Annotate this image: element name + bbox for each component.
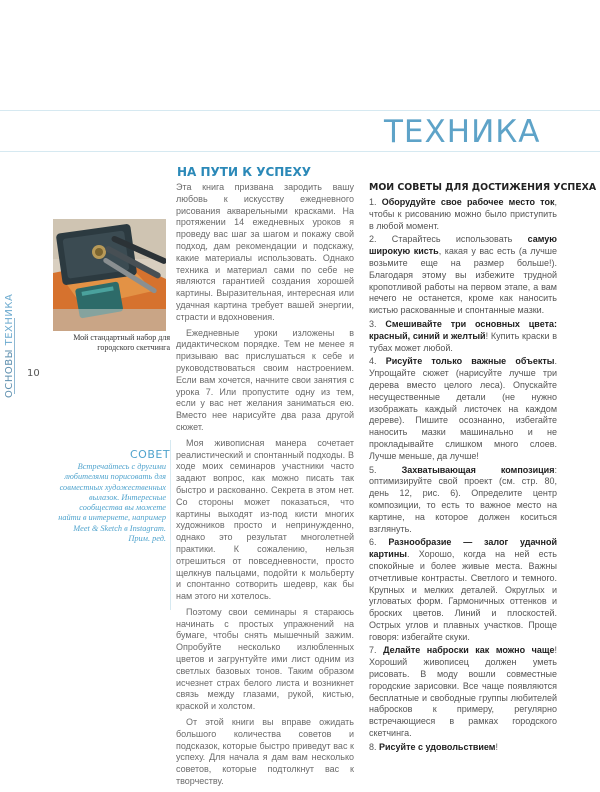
header-rule-top	[0, 110, 600, 111]
column2-body	[369, 197, 557, 756]
col1-paragraph: Моя живописная манера сочетает реалистический и спонтанный подходы. В ходе моих семинаров участники часто задают вопрос, как можно писать так быстро и раскованно. Секрета в этом нет. Со стороны может показаться, что картины выходят из-под кисти многих художников просто и непринужденно, однако это результат многолетней практики. К сожалению, нельзя отрешиться от повседневности, просто щелкнув пальцами, подойти к мольберту и спонтанно сотворить шедевр, как бы нам этого ни хотелось.	[176, 437, 354, 602]
tips-list-item: 1. Оборудуйте свое рабочее место ток, чтобы к рисованию можно было приступить в любой момент.	[369, 197, 557, 231]
tips-list-item: 4. Рисуйте только важные объекты. Упрощайте сюжет (нарисуйте лучше три дерева вместо целого леса). Опускайте несущественные детали (не нужно изображать каждый листочек на каждом дереве). Пишите осознанно, избегайте наносить мазки машинально и не прокладывайте слишком много слоев. Лучше меньше, да лучше!	[369, 356, 557, 461]
sketch-kit-illustration	[53, 219, 166, 331]
col1-paragraph: Эта книга призвана зародить вашу любовь к искусству ежедневного рисования акварельными красками. На протяжении 14 ежедневных уроков я проведу вас шаг за шагом и покажу свой подход, дам рекомендации и подскажу, какие материалы использовать. Однако техника и материал сами по себе не являются гарантией создания хорошей картины. Выразительная, интересная или удачная картина требует вашей энергии, страсти и вдохновения.	[176, 182, 354, 322]
tip-text: Встречайтесь с другими любителями порисовать для совместных художественных вылазок. Интересные сообщества вы можете найти в интернете, например Meet & Sketch в Instagram.	[58, 462, 166, 533]
column1-body	[176, 182, 354, 792]
tip-box	[56, 462, 166, 544]
tips-list-item: 5. Захватывающая композиция: оптимизируйте свой проект (см. стр. 80, день 12, рис. 6). Определите центр композиции, то есть то важное место на картине, на которое должен коситься взглянуть.	[369, 464, 557, 534]
tips-list-item: 2. Старайтесь использовать самую широкую кисть, какая у вас есть (а лучше возьмите еще на размер больше!). Благодаря этому вы избежите трудной кропотливой работы на первом этапе, а вам нечего не останется, кроме как наносить кистью раскованные и спонтанные мазки.	[369, 234, 557, 316]
page-number: 10	[27, 368, 40, 379]
tip-title: СОВЕТ	[130, 448, 171, 461]
side-subsection-label: ТЕХНИКА	[4, 293, 15, 346]
col1-paragraph: Поэтому свои семинары я стараюсь начинать с простых упражнений на бумаге, чтобы снять мышечный зажим. Опробуйте несколько излюбленных цветов и загрунтуйте ими лист одним из светлых базовых тонов. Таким образом исчезнет страх белого листа и возникнет связь между глазами, рукой, кистью, краской и холстом.	[176, 606, 354, 712]
col1-paragraph: Ежедневные уроки изложены в дидактическом порядке. Тем не менее я призываю вас прислушаться к себе и руководствоваться своим настроением. Если вам хочется, начните свои занятия с урока 7. Или пропустите одну из тем, если у вас нет желания заниматься ею. Вместо нее нарисуйте два раза другой сюжет.	[176, 327, 354, 432]
tip-credit: Прим. ред.	[128, 534, 166, 544]
sketch-kit-photo	[53, 219, 166, 331]
side-section-label: ОСНОВЫ	[4, 349, 15, 398]
photo-caption: Мой стандартный набор для городского скетчинга	[73, 333, 170, 352]
tip-divider	[170, 440, 171, 610]
column2-heading: МОИ СОВЕТЫ ДЛЯ ДОСТИЖЕНИЯ УСПЕХА	[369, 182, 597, 193]
section-title: ТЕХНИКА	[384, 114, 541, 150]
col1-paragraph: От этой книги вы вправе ожидать большого количества советов и подсказок, которые быстро приведут вас к успеху. Для начала я дам вам несколько советов, которые подтолкнут вас к творчеству.	[176, 717, 354, 787]
side-running-header	[4, 294, 15, 398]
tips-list-item: 7. Делайте наброски как можно чаще! Хороший живописец должен уметь рисовать. В моду вошли совместные городские зарисовки. Все чаще появляются бесплатные и свободные группы любителей набросков к примеру, регулярно встречающиеся в рамках городского скетчинга.	[369, 645, 557, 739]
column1-heading: НА ПУТИ К УСПЕХУ	[177, 165, 311, 179]
header-rule-bottom	[0, 151, 600, 152]
tips-list-item: 6. Разнообразие — залог удачной картины. Хорошо, когда на ней есть спокойные и более живые места. Важны отчетливые контрасты. Светлого и темного. Крупных и мелких деталей. Округлых и угловатых форм. Гармоничных оттенков и броских цветов. Линий и плоскостей. Острых углов и плавных участков. Проще говоря: избегайте скуки.	[369, 537, 557, 642]
tips-list-item: 8. Рисуйте с удовольствием!	[369, 741, 498, 752]
tips-list-item: 3. Смешивайте три основных цвета: красный, синий и желтый! Купить краски в тубах может любой.	[369, 318, 558, 353]
